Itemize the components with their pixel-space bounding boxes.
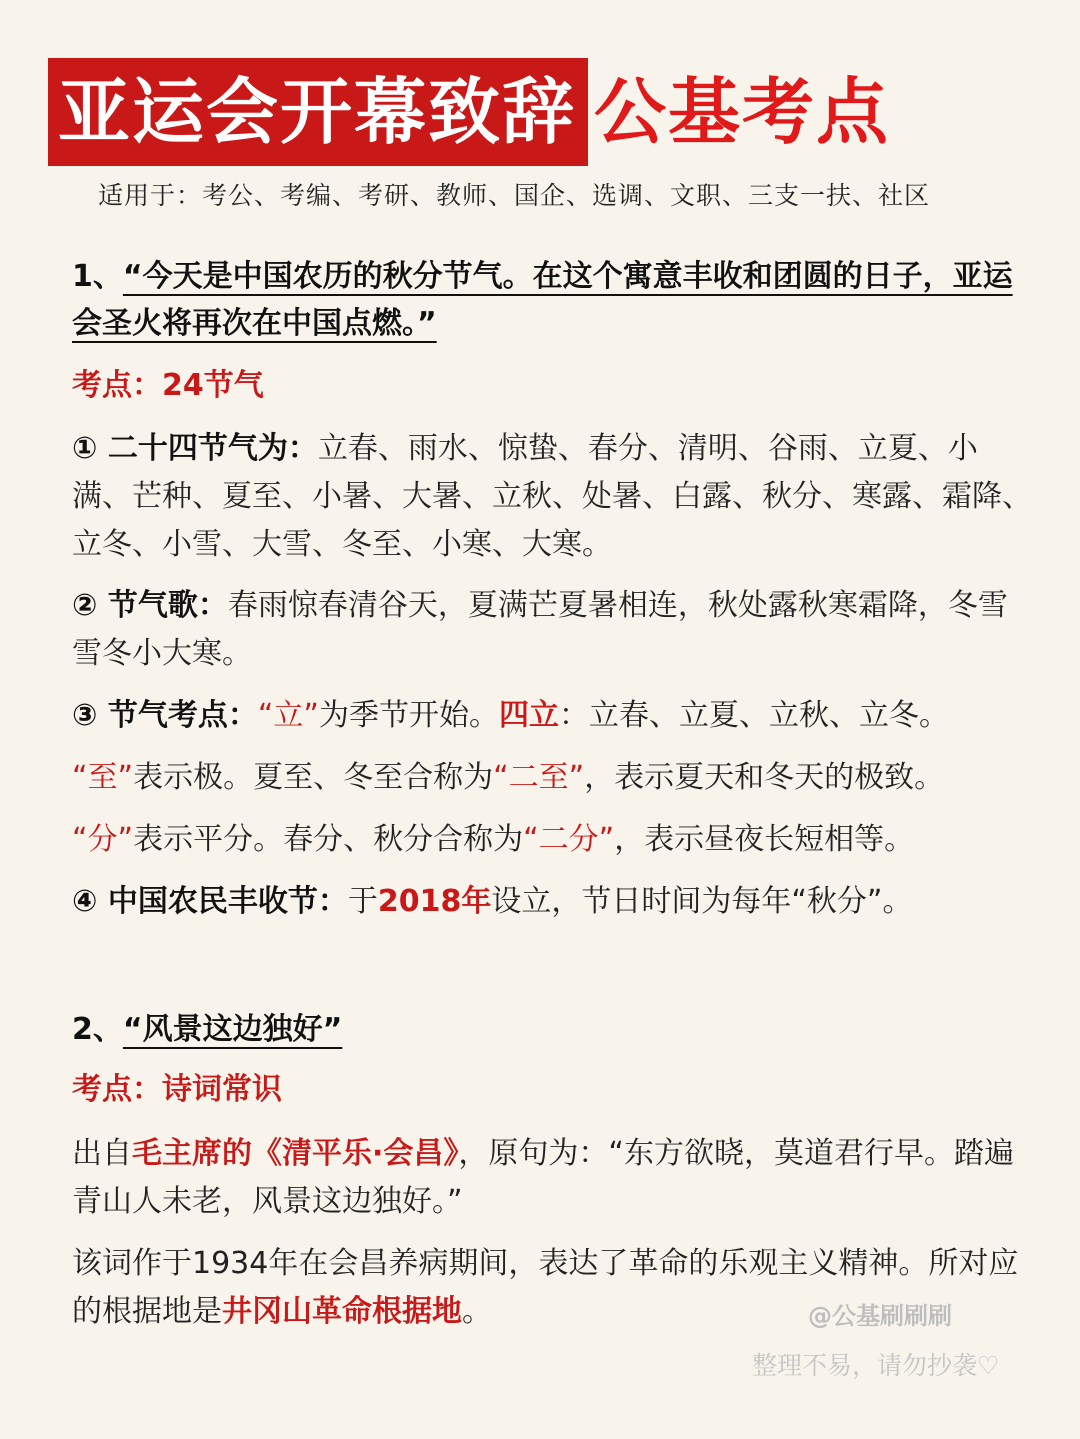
point-text: 表示平分。春分、秋分合称为: [133, 822, 524, 857]
point-text: 设立，节日时间为每年“秋分”。: [491, 884, 913, 919]
quote-number: 1、: [72, 259, 123, 294]
section-2-quote: [72, 1006, 1032, 1053]
section-1-point-2: [72, 582, 1032, 678]
section-1-point-4: [72, 878, 1032, 926]
quote-text: “今天是中国农历的秋分节气。在这个寓意丰收和团圆的日子，亚运会圣火将再次在中国点燃。”: [72, 259, 1013, 341]
section-1-zhi-line: [72, 754, 1032, 802]
highlight: “立”: [257, 698, 319, 733]
section-1-kaodian: 考点：24节气: [72, 368, 264, 403]
point-text: 为季节开始。: [318, 698, 499, 733]
point-text: 春雨惊春清谷天，夏满芒夏暑相连，秋处露秋寒霜降，冬雪雪冬小大寒。: [72, 588, 1008, 671]
section-1-point-3: [72, 692, 1032, 740]
point-label: ④ 中国农民丰收节：: [72, 884, 348, 919]
highlight: 毛主席的《清平乐·会昌》: [132, 1136, 459, 1171]
section-2-para-1: [72, 1130, 1032, 1226]
title-highlighted: 亚运会开幕致辞: [48, 58, 588, 166]
highlight: 井冈山革命根据地: [222, 1294, 462, 1329]
section-1-quote: [72, 253, 1032, 347]
title-banner: [48, 58, 890, 166]
highlight: 四立: [498, 698, 559, 733]
footer-note: 整理不易，请勿抄袭♡: [752, 1351, 1000, 1380]
highlight: 2018年: [377, 884, 492, 919]
highlight: “分”: [72, 822, 134, 857]
para-text: ，原句为：“东方欲晓，莫道君行早。踏遍青山人未老，风景这边独好。”: [72, 1136, 1014, 1219]
quote-text: “风景这边独好”: [122, 1012, 343, 1047]
point-label: ③ 节气考点：: [72, 698, 258, 733]
point-text: ，表示昼夜长短相等。: [614, 822, 915, 857]
point-text: 表示极。夏至、冬至合称为: [133, 760, 494, 795]
highlight: “至”: [72, 760, 134, 795]
point-text: ：立春、立夏、立秋、立冬。: [558, 698, 949, 733]
point-label: ① 二十四节气为：: [72, 431, 318, 466]
para-text: 该词作于1934年在会昌养病期间，表达了革命的乐观主义精神。所对应的根据地是: [72, 1246, 1019, 1329]
watermark: @公基刷刷刷: [808, 1302, 952, 1330]
point-label: ② 节气歌：: [72, 588, 228, 623]
subtitle: 适用于：考公、考编、考研、教师、国企、选调、文职、三支一扶、社区: [98, 181, 931, 210]
highlight: “二分”: [523, 822, 615, 857]
point-text: 立春、雨水、惊蛰、春分、清明、谷雨、立夏、小满、芒种、夏至、小暑、大暑、立秋、处暑、白露、秋分、寒露、霜降、立冬、小雪、大雪、冬至、小寒、大寒。: [72, 431, 1032, 562]
para-text: 出自: [72, 1136, 132, 1171]
section-2-kaodian: 考点：诗词常识: [72, 1072, 282, 1107]
title-red-text: 公基考点: [594, 70, 891, 154]
point-text: ，表示夏天和冬天的极致。: [584, 760, 945, 795]
section-1-point-1: [72, 425, 1032, 569]
point-text: 于: [347, 884, 378, 919]
quote-number: 2、: [72, 1012, 123, 1047]
section-1-fen-line: [72, 816, 1032, 864]
highlight: “二至”: [493, 760, 585, 795]
para-text: 。: [462, 1294, 492, 1329]
